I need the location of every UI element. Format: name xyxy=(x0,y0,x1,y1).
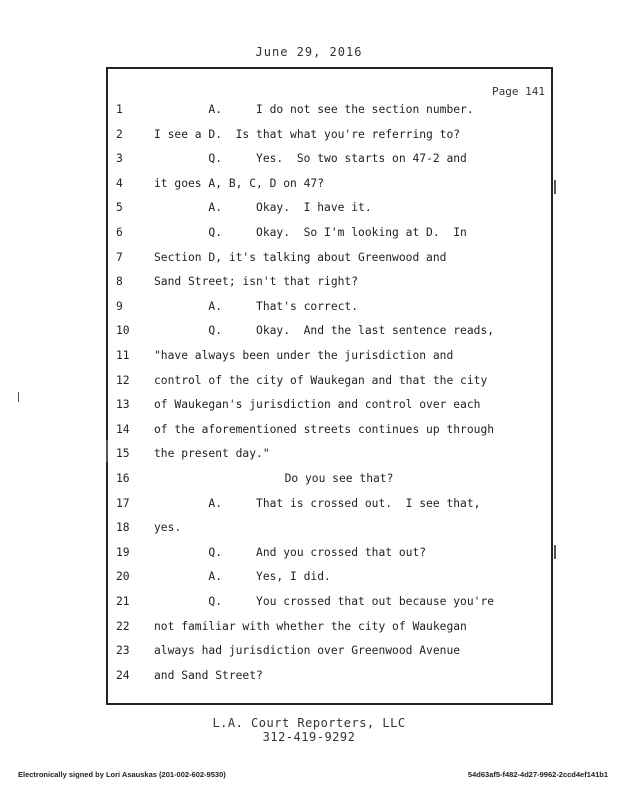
transcript-line xyxy=(0,669,618,687)
line-number: 5 xyxy=(116,201,123,215)
line-text: always had jurisdiction over Greenwood Avenue xyxy=(154,644,461,658)
transcript-line xyxy=(0,349,618,367)
footer xyxy=(0,716,618,744)
line-number: 13 xyxy=(116,398,130,412)
transcript-line xyxy=(0,201,618,219)
transcript-line xyxy=(0,103,618,121)
line-text: yes. xyxy=(154,521,182,535)
line-number: 22 xyxy=(116,619,130,633)
line-text: Section D, it's talking about Greenwood and xyxy=(154,250,447,264)
footer-phone: 312-419-9292 xyxy=(262,730,356,744)
line-number: 8 xyxy=(116,275,123,289)
transcript-line xyxy=(0,644,618,662)
line-text: Q. Okay. So I'm looking at D. In xyxy=(154,226,467,239)
transcript-line xyxy=(0,423,618,441)
transcript-line xyxy=(0,620,618,638)
line-text: Sand Street; isn't that right? xyxy=(154,275,359,289)
line-text: of Waukegan's jurisdiction and control over each xyxy=(154,398,481,412)
line-number: 7 xyxy=(116,250,123,264)
footer-company: L.A. Court Reporters, LLC xyxy=(212,716,406,730)
transcript-line xyxy=(0,521,618,539)
transcript-line xyxy=(0,398,618,416)
line-number: 12 xyxy=(116,373,130,387)
transcript-line xyxy=(0,546,618,564)
line-number: 10 xyxy=(116,324,130,338)
header-date: June 29, 2016 xyxy=(255,45,363,59)
line-text: it goes A, B, C, D on 47? xyxy=(154,176,325,190)
scan-mark xyxy=(554,180,556,194)
line-number: 11 xyxy=(116,349,130,362)
line-number: 17 xyxy=(116,496,130,510)
transcript-line xyxy=(0,275,618,293)
transcript-line xyxy=(0,447,618,465)
line-text: Q. Yes. So two starts on 47-2 and xyxy=(154,152,467,166)
transcript-line xyxy=(0,177,618,195)
line-text: A. Yes, I did. xyxy=(154,570,331,584)
scan-mark xyxy=(554,545,556,559)
transcript-line xyxy=(0,374,618,392)
line-text: Q. You crossed that out because you're xyxy=(154,595,495,608)
electronic-signature: Electronically signed by Lori Asauskas (201-002-602-9530) xyxy=(18,770,226,779)
line-number: 15 xyxy=(116,447,130,461)
transcript-line xyxy=(0,472,618,490)
line-number: 21 xyxy=(116,595,130,608)
line-number: 16 xyxy=(116,472,130,485)
line-text: "have always been under the jurisdiction and xyxy=(154,349,454,362)
scan-mark xyxy=(18,392,19,402)
line-text: A. That's correct. xyxy=(154,299,359,313)
transcript-line xyxy=(0,595,618,613)
transcript-line xyxy=(0,497,618,515)
line-text: A. Okay. I have it. xyxy=(154,201,372,215)
line-text: Q. And you crossed that out? xyxy=(154,545,427,559)
line-number: 19 xyxy=(116,545,130,559)
page-number: Page 141 xyxy=(492,85,545,98)
line-number: 20 xyxy=(116,570,130,584)
line-number: 14 xyxy=(116,422,130,436)
transcript-line xyxy=(0,128,618,146)
line-text: of the aforementioned streets continues up through xyxy=(154,422,495,436)
line-text: A. That is crossed out. I see that, xyxy=(154,496,481,510)
line-text: and Sand Street? xyxy=(154,668,263,682)
line-text: control of the city of Waukegan and that the city xyxy=(154,373,488,387)
line-number: 9 xyxy=(116,299,123,313)
line-number: 23 xyxy=(116,644,130,658)
line-number: 3 xyxy=(116,152,123,166)
document-id: 54d63af5-f482-4d27-9962-2ccd4ef141b1 xyxy=(467,770,608,779)
line-text: A. I do not see the section number. xyxy=(154,103,474,116)
line-number: 1 xyxy=(116,103,123,116)
line-number: 6 xyxy=(116,226,123,239)
line-text: not familiar with whether the city of Waukegan xyxy=(154,619,467,633)
line-number: 2 xyxy=(116,127,123,141)
line-text: I see a D. Is that what you're referring to? xyxy=(154,127,461,141)
transcript-line xyxy=(0,226,618,244)
transcript-line xyxy=(0,251,618,269)
transcript-line xyxy=(0,300,618,318)
line-text: Do you see that? xyxy=(284,472,394,485)
line-text: the present day." xyxy=(154,447,270,461)
scan-mark xyxy=(106,440,108,462)
line-number: 24 xyxy=(116,668,130,682)
line-number: 18 xyxy=(116,521,130,535)
transcript-line xyxy=(0,152,618,170)
transcript-line xyxy=(0,324,618,342)
line-number: 4 xyxy=(116,176,123,190)
line-text: Q. Okay. And the last sentence reads, xyxy=(154,324,495,338)
transcript-line xyxy=(0,570,618,588)
